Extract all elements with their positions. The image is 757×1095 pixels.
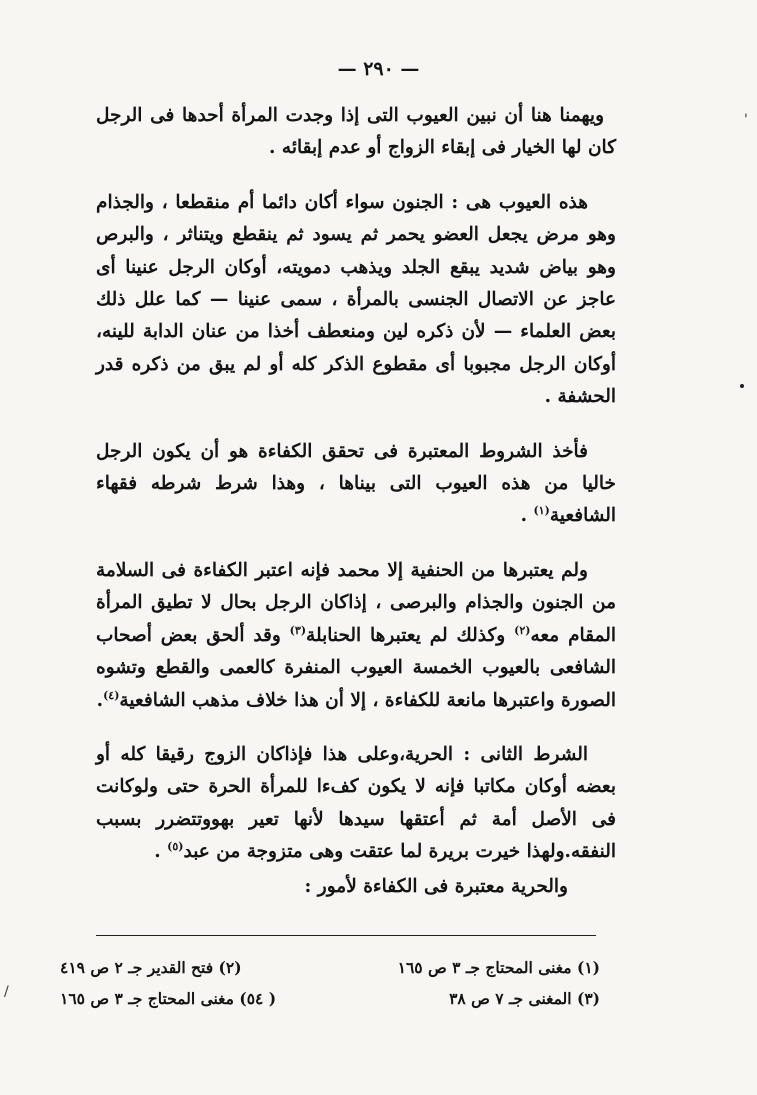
footnote-row — [60, 983, 600, 1014]
footnote-2: (٢) فتح القدير جـ ٢ ص ٤١٩ — [60, 958, 242, 977]
paragraph-condition — [96, 436, 616, 533]
footnote-divider — [96, 935, 596, 936]
footnote-ref-5: (٥) — [167, 839, 184, 853]
footnote-ref-1: (١) — [533, 504, 550, 518]
margin-speck — [740, 384, 744, 388]
footnote-4: ( ٥٤) مغنى المحتاج جـ ٣ ص ١٦٥ — [60, 989, 277, 1008]
paragraph-condition-end: . — [520, 505, 534, 527]
paragraph-hanafi-end: . — [96, 689, 104, 711]
footnote-1: (١) مغنى المحتاج جـ ٣ ص ١٦٥ — [397, 958, 600, 977]
footnote-ref-4: (٤) — [103, 688, 120, 702]
paragraph-condition-text: فأخذ الشروط المعتبرة فى تحقق الكفاءة هو أن يكون الرجل خاليا من هذه العيوب التى بيناها ، وهذا شرط شرطه فقهاء الشافعية — [96, 440, 616, 527]
footnote-3: (٣) المغنى جـ ٧ ص ٣٨ — [449, 989, 600, 1008]
paragraph-freedom-condition — [96, 739, 616, 869]
paragraph-hanafi-view — [96, 555, 616, 717]
paragraph-hanafi-text-a: ولم يعتبرها من الحنفية إلا محمد فإنه اعتبر الكفاءة فى السلامة من الجنون والجذام والبرصى ، إذاكان الرجل بحال لا تطيق المرأة المقام معه — [96, 559, 616, 646]
paragraph-hanafi-text-b: وكذلك لم يعتبرها الحنابلة — [306, 624, 515, 646]
margin-tick: / — [4, 984, 9, 1000]
paragraph-intro: ويهمنا هنا أن نبين العيوب التى إذا وجدت المرأة أحدها فى الرجل كان لها الخيار فى إبقاء الزواج أو عدم إبقائه . — [96, 105, 616, 159]
footnote-ref-2: (٢) — [514, 623, 531, 637]
footnote-row — [60, 952, 600, 983]
footnote-ref-3: (٣) — [289, 623, 307, 637]
paragraph-freedom-end: . — [154, 841, 168, 863]
footnotes — [60, 952, 600, 1014]
page-number: — ٢٩٠ — — [337, 58, 420, 80]
body-text — [96, 100, 616, 903]
paragraph-hanafi-text-c: وقد ألحق بعض أصحاب الشافعى بالعيوب الخمسة العيوب المنفرة كالعمى والقطع وتشوه الصورة واعتبرها مانعة للكفاءة ، إلا أن هذا خلاف مذهب الشافعية — [96, 624, 616, 711]
margin-tick: ' — [744, 112, 748, 128]
paragraph-freedom-text: الشرط الثانى : الحرية،وعلى هذا فإذاكان الزوج رقيقا كله أو بعضه أوكان مكاتبا فإنه لا يكون كفءا للمرأة الحرة حتى ولوكانت فى الأصل أمة ثم أعتقها سيدها لأنها تعير بهووتتضرر بسبب النفقه.ولهذا خيرت بريرة لما عتقت وهى متزوجة من عبد — [96, 743, 616, 863]
paragraph-defects-list: هذه العيوب هى : الجنون سواء أكان دائما أم منقطعا ، والجذام وهو مرض يجعل العضو يحمر ثم يسود ثم ينقطع ويتناثر ، والبرص وهو بياض شديد يبقع الجلد ويذهب دمويته، أوكان الرجل عنينا أى عاجز عن الاتصال الجنسى بالمرأة ، سمى عنينا — كما علل ذلك بعض العلماء — لأن ذكره لين ومنعطف أخذا من عنان الدابة للينه، أوكان الرجل مجبوبا أى مقطوع الذكر كله أو لم يبق من ذكره قدر الحشفة . — [96, 191, 616, 408]
paragraph-freedom-reasons: والحرية معتبرة فى الكفاءة لأمور : — [304, 875, 568, 897]
